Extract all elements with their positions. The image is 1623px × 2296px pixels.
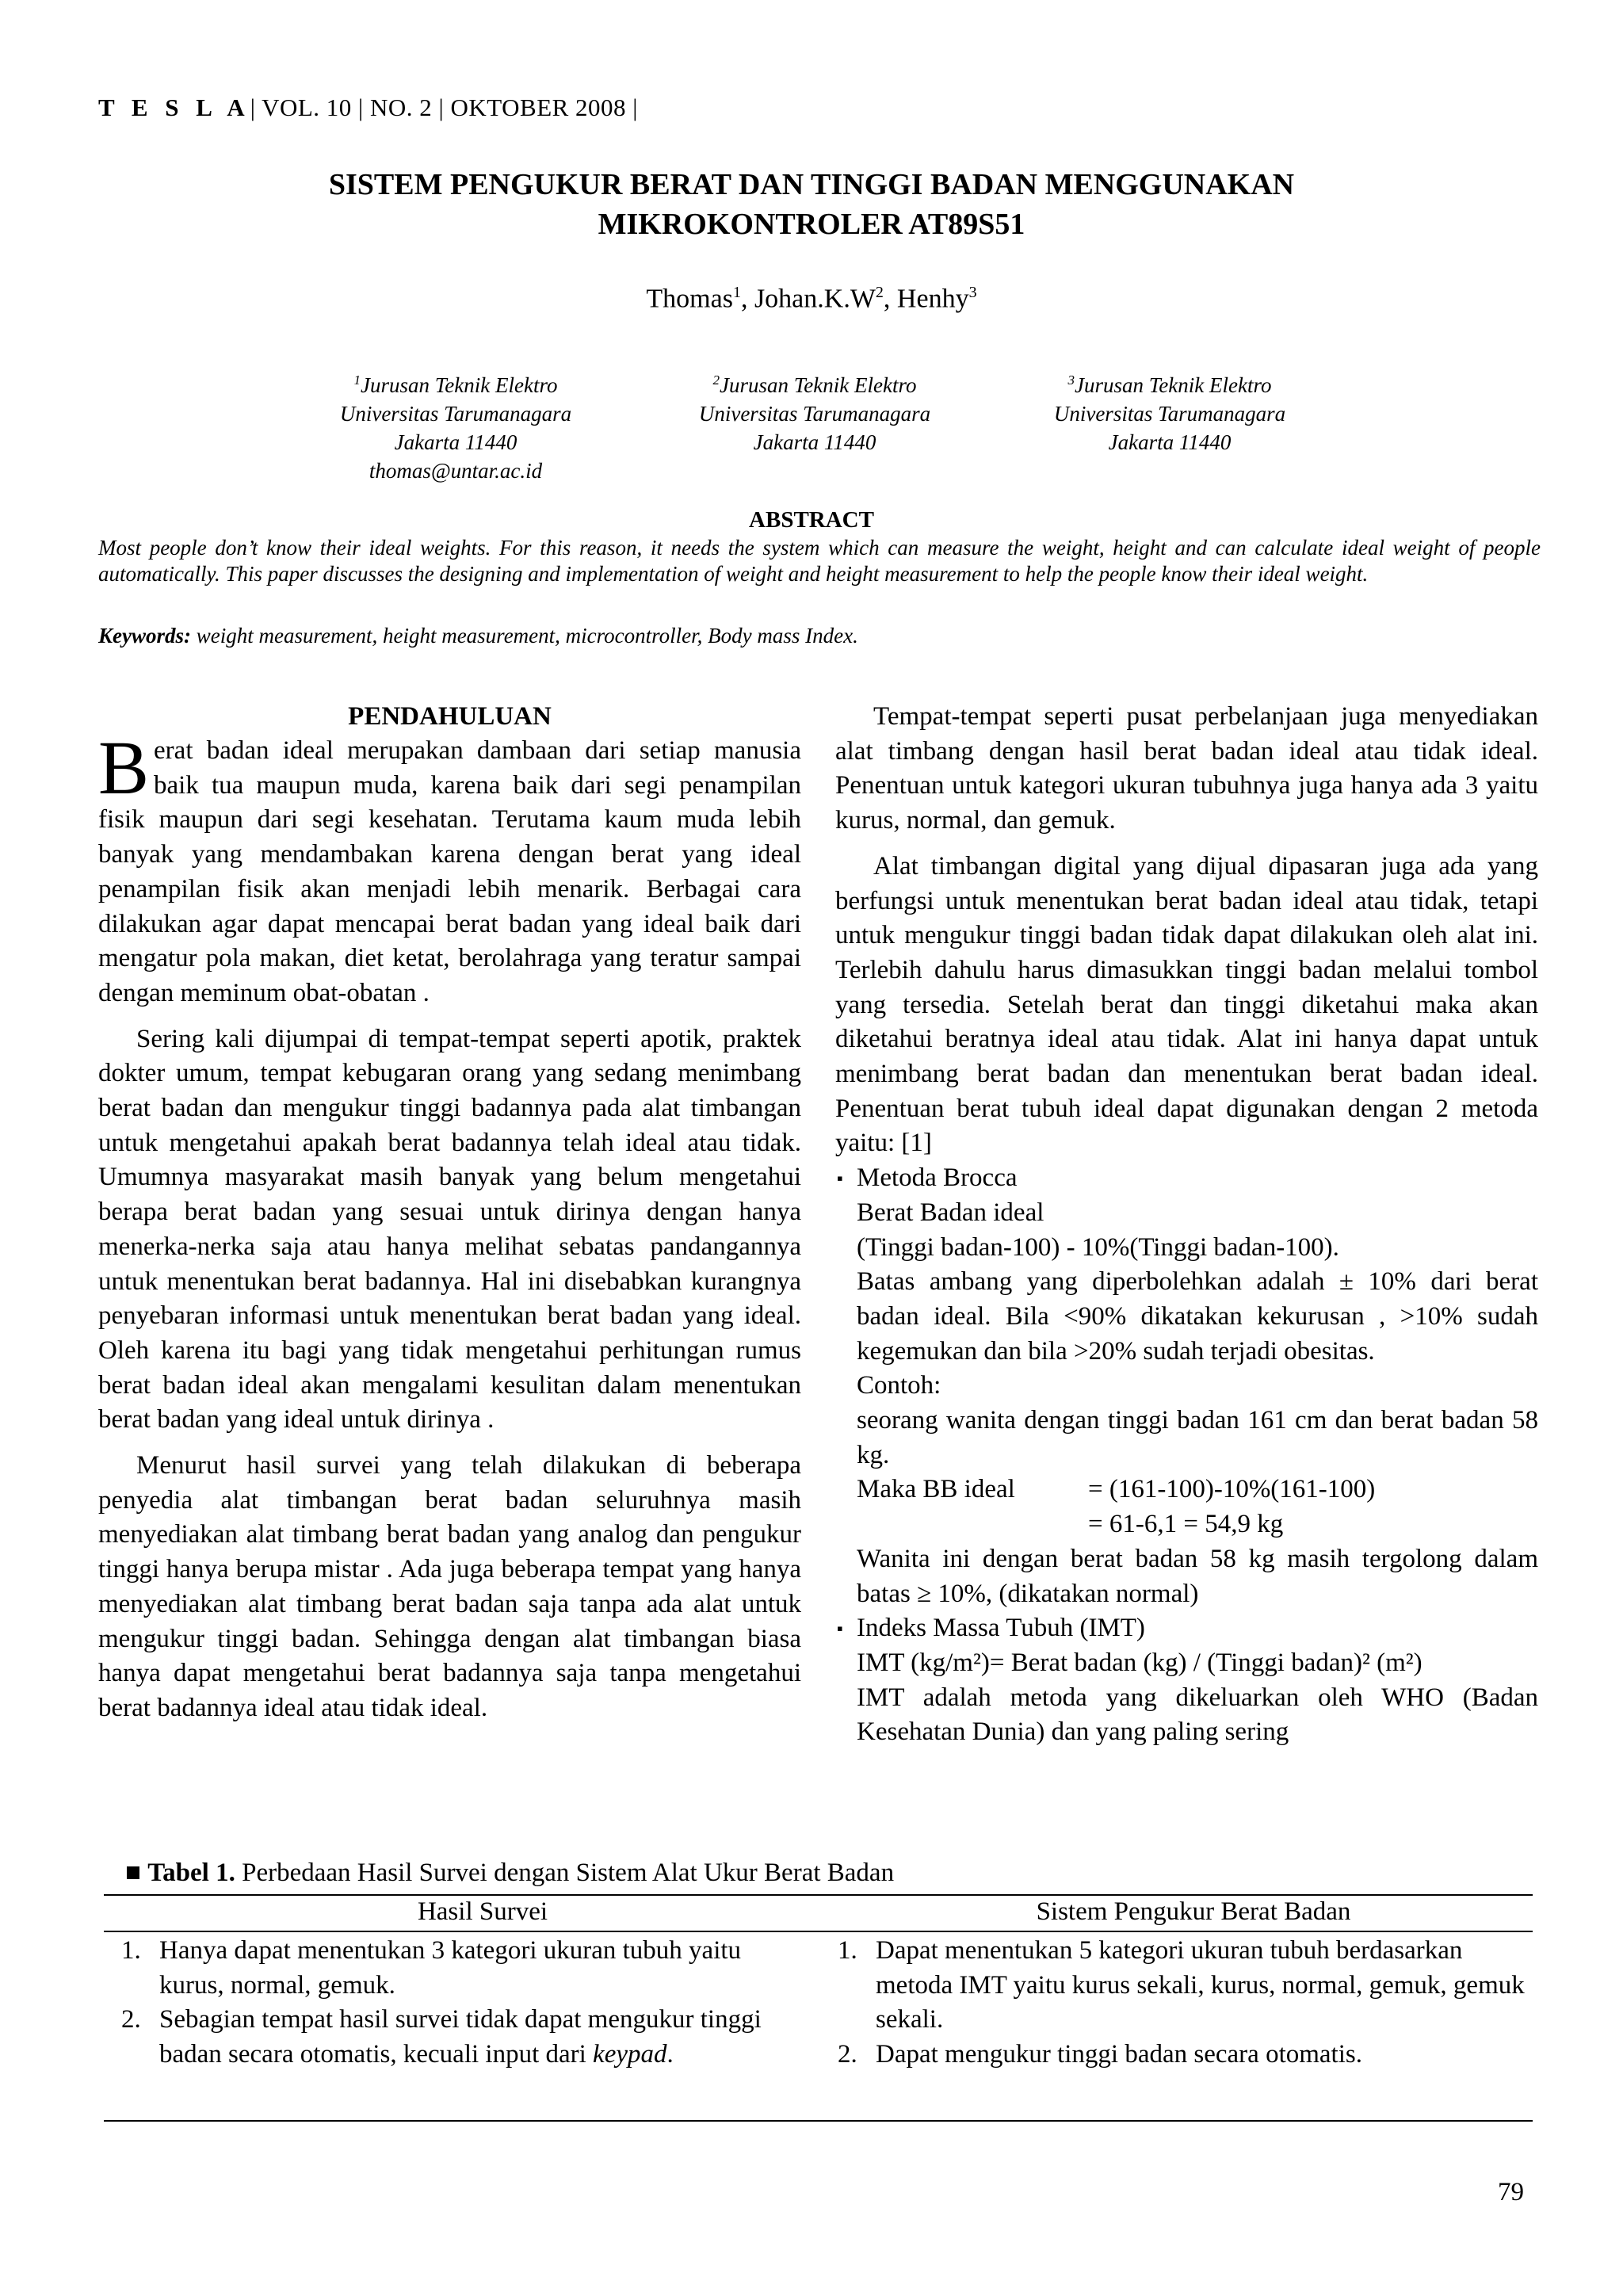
broca-calc-label: Maka BB ideal: [857, 1475, 1015, 1504]
title-line-2: MIKROKONTROLER AT89S51: [598, 208, 1025, 241]
broca-calc-1: = (161-100)-10%(161-100): [1088, 1475, 1376, 1504]
intro-paragraph-2: Sering kali dijumpai di tempat-tempat seperti apotik, praktek dokter umum, tempat kebugaran orang yang sedang menimbang berat badan dan mengukur tinggi badannya pada alat timbangan untuk mengetahui apakah berat badannya telah ideal atau tidak. Umumnya masyarakat masih banyak yang belum mengetahui berapa berat badan yang sesuai untuk dirinya dengan hanya menerka-nerka saja atau hanya melihat sebatas pandangannya untuk menentukan berat badannya. Hal ini disebabkan kurangnya penyebaran informasi untuk menentukan berat badan yang ideal. Oleh karena itu bagi yang tidak mengetahui perhitungan rumus berat badan ideal akan mengalami kesulitan dalam menentukan berat badan yang ideal untuk dirinya .: [98, 1024, 801, 1435]
table-caption-text: Perbedaan Hasil Survei dengan Sistem Alat Ukur Berat Badan: [242, 1859, 895, 1887]
affiliation-2: [648, 366, 981, 457]
table-cell-col1: [104, 1934, 801, 2073]
affiliation-city: Jakarta 11440: [1108, 430, 1232, 454]
broca-title: Metoda Brocca: [857, 1163, 1018, 1193]
broca-calc-2: = 61-6,1 = 54,9 kg: [1088, 1510, 1284, 1539]
intro-paragraph-1: [98, 725, 801, 1011]
table-header-col1: Hasil Survei: [417, 1897, 548, 1926]
title-line-1: SISTEM PENGUKUR BERAT DAN TINGGI BADAN MENGGUNAKAN: [328, 168, 1295, 201]
list-text: Dapat mengukur tinggi badan secara otomatis.: [876, 2040, 1362, 2069]
imt-title: Indeks Massa Tubuh (IMT): [857, 1614, 1145, 1643]
caption-square-icon: ■: [125, 1859, 141, 1887]
table-top-rule: [104, 1894, 1533, 1896]
table-header-rule: [104, 1931, 1533, 1932]
table-bottom-rule: [104, 2120, 1533, 2122]
keywords-text: weight measurement, height measurement, microcontroller, Body mass Index.: [196, 624, 858, 648]
author-name: Henhy: [896, 284, 969, 314]
list-text: Sebagian tempat hasil survei tidak dapat mengukur tinggi badan secara otomatis, kecuali input dari: [159, 2005, 762, 2069]
affiliation-dept: Jurusan Teknik Elektro: [1075, 373, 1272, 397]
intro-paragraph-1-text: erat badan ideal merupakan dambaan dari setiap manusia baik tua maupun muda, karena baik dari segi penampilan fisik maupun dari segi kesehatan. Terutama kaum muda lebih banyak yang mendambakan karena dengan berat yang ideal penampilan fisik akan menjadi lebih menarik. Berbagai cara dilakukan agar dapat mencapai berat badan yang ideal baik dari mengatur pola makan, diet ketat, berolahraga yang teratur sampai dengan meminum obat-obatan .: [98, 736, 801, 1007]
affiliation-sup: 2: [712, 372, 720, 388]
system-list: [820, 1934, 1533, 2073]
author-name: Thomas: [646, 284, 733, 314]
list-item: [104, 1934, 801, 2003]
affiliation-univ: Universitas Tarumanagara: [1053, 402, 1286, 426]
keywords: [98, 623, 1541, 649]
affiliation-1: [289, 366, 622, 485]
page-number: 79: [1498, 2178, 1524, 2206]
imt-method: [835, 1611, 1538, 1646]
section-heading: PENDAHULUAN: [348, 702, 552, 731]
table-header-col2: Sistem Pengukur Berat Badan: [1036, 1897, 1351, 1926]
list-number: 2.: [838, 2040, 857, 2069]
author-list: Thomas$^1$, $Johan.K.W^2$, Henhy$^3$: [646, 284, 977, 314]
affiliation-city: Jakarta 11440: [753, 430, 876, 454]
list-item: [104, 2003, 801, 2072]
journal-header: [98, 94, 638, 122]
survey-list: [104, 1934, 801, 2073]
journal-name: T E S L A: [98, 94, 250, 121]
affiliation-sup: 3: [1067, 372, 1075, 388]
body-paragraph-1: Tempat-tempat seperti pusat perbelanjaan juga menyediakan alat timbang dengan hasil berat badan ideal atau tidak ideal. Penentuan untuk kategori ukuran tubuhnya juga hanya ada 3 yaitu kurus, normal, dan gemuk.: [835, 702, 1538, 835]
left-column: [98, 700, 801, 1726]
right-column: [835, 700, 1538, 1750]
table-caption: [125, 1859, 894, 1888]
keywords-label: Keywords:: [98, 624, 191, 648]
list-text: Dapat menentukan 5 kategori ukuran tubuh berdasarkan metoda IMT yaitu kurus sekali, kurus, normal, gemuk, gemuk sekali.: [876, 1936, 1525, 2034]
table-cell-col2: [820, 1934, 1533, 2073]
list-number: 1.: [121, 1936, 141, 1965]
broca-calc-row-2: [857, 1507, 1538, 1542]
abstract-heading: ABSTRACT: [749, 507, 874, 533]
broca-line-1: Berat Badan ideal: [857, 1198, 1044, 1227]
list-emphasis: keypad: [593, 2040, 667, 2069]
imt-line-1: IMT adalah metoda yang dikeluarkan oleh WHO (Badan Kesehatan Dunia) dan yang paling sering: [857, 1683, 1538, 1747]
list-tail: .: [666, 2040, 674, 2069]
table-label: Tabel 1.: [147, 1859, 235, 1887]
author-sup: 2: [875, 284, 884, 301]
broca-line-3: Batas ambang yang diperbolehkan adalah ± 10% dari berat badan ideal. Bila <90% dikatakan kekurusan , >10% sudah kegemukan dan bila >20% sudah terjadi obesitas.: [857, 1267, 1538, 1366]
list-item: [820, 2038, 1533, 2073]
body-paragraph-2: Alat timbangan digital yang dijual dipasaran juga ada yang berfungsi untuk menentukan berat badan ideal atau tidak, tetapi untuk mengukur tinggi badan tidak dapat dilakukan oleh alat ini. Terlebih dahulu harus dimasukkan tinggi badan melalui tombol yang tersedia. Setelah berat dan tinggi diketahui maka akan diketahui beratnya ideal atau tidak. Alat ini hanya dapat untuk menimbang berat badan dan menentukan berat badan ideal. Penentuan berat tubuh ideal dapat digunakan dengan 2 metoda yaitu: [1]: [835, 851, 1538, 1158]
affiliation-dept: Jurusan Teknik Elektro: [720, 373, 917, 397]
broca-method: [835, 1161, 1538, 1196]
affiliation-email[interactable]: thomas@untar.ac.id: [369, 459, 543, 483]
list-number: 1.: [838, 1936, 857, 1965]
affiliation-3: [1003, 366, 1336, 457]
affiliation-dept: Jurusan Teknik Elektro: [361, 373, 558, 397]
broca-line-4: Contoh:: [857, 1371, 941, 1400]
broca-line-6: Wanita ini dengan berat badan 58 kg masih tergolong dalam batas ≥ 10%, (dikatakan normal): [857, 1544, 1538, 1608]
affiliation-univ: Universitas Tarumanagara: [339, 402, 572, 426]
broca-line-5: seorang wanita dengan tinggi badan 161 cm dan berat badan 58 kg.: [857, 1406, 1538, 1469]
author-name: Johan.K.W: [754, 284, 876, 314]
bullet-icon: ▪: [837, 1168, 843, 1189]
imt-formula: IMT (kg/m²)= Berat badan (kg) / (Tinggi badan)² (m²): [857, 1648, 1423, 1677]
list-item: [820, 1934, 1533, 2038]
journal-issue: | VOL. 10 | NO. 2 | OKTOBER 2008 |: [250, 94, 639, 121]
abstract-text: Most people don’t know their ideal weights. For this reason, it needs the system which can measure the weight, height and can calculate ideal weight of people automatically. This paper discusses the designing and implementation of weight and height measurement to help the people know their ideal weight.: [98, 536, 1541, 586]
bullet-icon: ▪: [837, 1618, 843, 1639]
intro-paragraph-3: Menurut hasil survei yang telah dilakukan di beberapa penyedia alat timbangan berat badan seluruhnya masih menyediakan alat timbang berat badan yang analog dan pengukur tinggi hanya berupa mistar . Ada juga beberapa tempat yang hanya menyediakan alat timbang berat badan saja tanpa ada alat untuk mengukur tinggi badan. Sehingga dengan alat timbangan biasa hanya dapat mengetahui berat badannya saja tanpa mengetahui berat badannya ideal atau tidak ideal.: [98, 1451, 801, 1722]
broca-body: [835, 1196, 1538, 1611]
affiliation-city: Jakarta 11440: [394, 430, 517, 454]
broca-line-2: (Tinggi badan-100) - 10%(Tinggi badan-100).: [857, 1232, 1339, 1262]
list-text: Hanya dapat menentukan 3 kategori ukuran tubuh yaitu kurus, normal, gemuk.: [159, 1936, 742, 2000]
paper-title: [158, 165, 1465, 244]
imt-body: [835, 1646, 1538, 1750]
affiliation-univ: Universitas Tarumanagara: [698, 402, 931, 426]
author-sup: 3: [968, 284, 977, 301]
broca-calc-row-1: [857, 1473, 1538, 1507]
affiliation-sup: 1: [353, 372, 361, 388]
author-sup: 1: [732, 284, 741, 301]
drop-cap: B: [98, 725, 150, 810]
list-number: 2.: [121, 2005, 141, 2034]
